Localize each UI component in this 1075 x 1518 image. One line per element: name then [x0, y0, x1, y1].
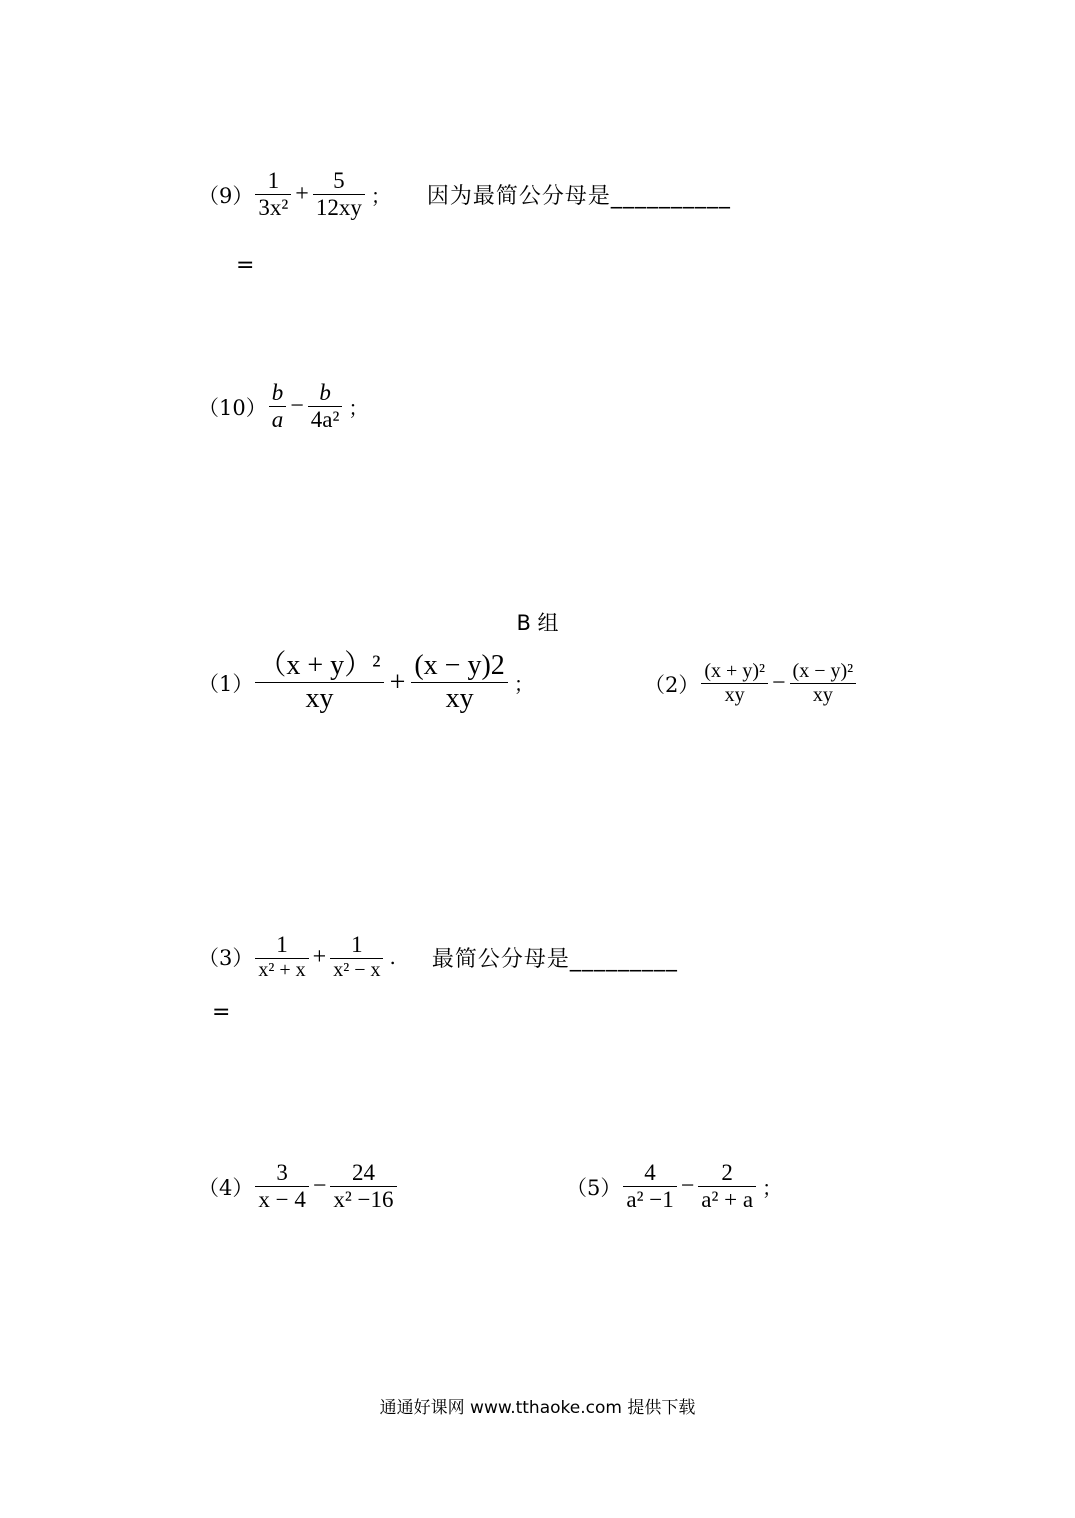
numerator: (x − y)2: [414, 650, 505, 681]
problem-b5: [566, 1160, 782, 1214]
punctuation: ；: [513, 672, 534, 697]
problem-label: （4）: [198, 1175, 254, 1200]
numerator: （x + y）²: [258, 650, 381, 681]
fraction: [255, 650, 383, 715]
problem-text: 因为最简公分母是__________: [426, 184, 731, 210]
denominator: a² + a: [701, 1187, 754, 1213]
problem-b1: [198, 650, 534, 715]
equals-sign: =: [236, 253, 255, 278]
operator: −: [312, 1173, 327, 1200]
punctuation: ；: [370, 184, 391, 209]
numerator: 5: [333, 168, 345, 193]
problem-b2: [644, 660, 858, 707]
numerator: 24: [351, 1160, 375, 1185]
section-heading: B 组: [516, 611, 559, 635]
fraction: [255, 932, 308, 982]
fraction: [623, 1160, 676, 1214]
numerator: 4: [644, 1160, 656, 1185]
operator: +: [389, 666, 406, 698]
operator: −: [771, 670, 786, 696]
problem-9: [198, 168, 731, 222]
fraction: [411, 650, 507, 715]
denominator: x² + x: [258, 959, 306, 982]
footer-text: 通通好课网 www.tthaoke.com 提供下载: [379, 1398, 696, 1418]
denominator: 12xy: [315, 195, 362, 221]
numerator: b: [319, 380, 331, 405]
numerator: b: [271, 380, 284, 405]
punctuation: .: [389, 945, 396, 970]
fraction: [330, 932, 383, 982]
problem-label: （9）: [198, 183, 254, 208]
denominator: 3x²: [258, 195, 289, 221]
numerator: 1: [267, 168, 280, 193]
denominator: x − 4: [258, 1187, 306, 1213]
fraction: [701, 660, 768, 707]
fraction: [330, 1160, 396, 1214]
problem-b4: [198, 1160, 399, 1214]
punctuation: ；: [348, 396, 369, 421]
denominator: 4a²: [310, 407, 340, 433]
numerator: (x − y)²: [792, 660, 854, 682]
denominator: xy: [305, 683, 334, 715]
problem-label: （5）: [566, 1175, 622, 1200]
problem-10: [198, 380, 368, 434]
denominator: x² − x: [333, 959, 381, 982]
numerator: 3: [276, 1160, 288, 1185]
numerator: 1: [351, 932, 363, 957]
equals-sign: =: [212, 1000, 231, 1025]
operator: +: [312, 943, 327, 970]
problem-b3: [198, 932, 678, 982]
denominator: x² −16: [333, 1187, 394, 1213]
fraction: [313, 168, 365, 222]
operator: −: [290, 393, 304, 420]
problem-label: （10）: [198, 395, 267, 420]
fraction: [790, 660, 857, 707]
denominator: xy: [724, 684, 745, 706]
numerator: (x + y)²: [704, 660, 765, 682]
fraction: [269, 380, 287, 434]
numerator: 2: [721, 1160, 733, 1185]
fraction: [698, 1160, 756, 1214]
denominator: a: [271, 407, 284, 433]
problem-text: 最简公分母是_________: [431, 946, 678, 972]
denominator: xy: [445, 683, 474, 715]
operator: +: [295, 181, 309, 208]
fraction: [255, 168, 291, 222]
problem-label: （3）: [198, 946, 254, 971]
denominator: a² −1: [626, 1187, 674, 1213]
fraction: [308, 380, 343, 434]
problem-label: （2）: [644, 672, 700, 697]
fraction: [255, 1160, 308, 1214]
operator: −: [680, 1173, 695, 1200]
denominator: xy: [812, 684, 833, 706]
numerator: 1: [276, 932, 288, 957]
punctuation: ；: [762, 1176, 783, 1201]
problem-label: （1）: [198, 671, 254, 696]
